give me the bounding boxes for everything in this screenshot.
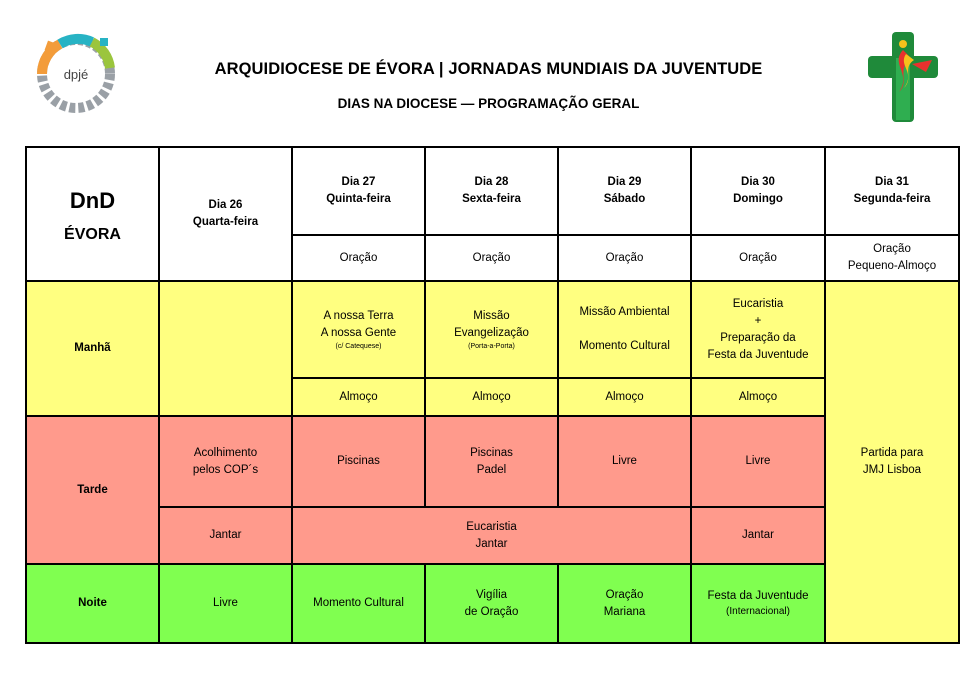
manha-29: Missão Ambiental Momento Cultural — [558, 281, 691, 378]
manha-26 — [159, 281, 292, 416]
noite-26: Livre — [159, 564, 292, 643]
oracao-27: Oração — [292, 235, 425, 281]
day-header-29: Dia 29 Sábado — [558, 147, 691, 235]
jantar-merged-27-29: Eucaristia Jantar — [292, 507, 691, 564]
tarde-26: Acolhimento pelos COP´s — [159, 416, 292, 507]
noite-30: Festa da Juventude (Internacional) — [691, 564, 825, 643]
oracao-29: Oração — [558, 235, 691, 281]
page-subtitle: DIAS NA DIOCESE — PROGRAMAÇÃO GERAL — [337, 96, 640, 111]
page-title: ARQUIDIOCESE DE ÉVORA | JORNADAS MUNDIAIS DA JUVENTUDE — [214, 60, 763, 78]
day-header-28: Dia 28 Sexta-feira — [425, 147, 558, 235]
almoco-28: Almoço — [425, 378, 558, 416]
day-header-30: Dia 30 Domingo — [691, 147, 825, 235]
manha-30: Eucaristia + Preparação da Festa da Juventude — [691, 281, 825, 378]
almoco-27: Almoço — [292, 378, 425, 416]
corner-cell — [26, 147, 159, 281]
oracao-30: Oração — [691, 235, 825, 281]
corner-evora: ÉVORA — [64, 225, 121, 243]
tarde-30: Livre — [691, 416, 825, 507]
noite-29: Oração Mariana — [558, 564, 691, 643]
tarde-28: Piscinas Padel — [425, 416, 558, 507]
schedule-table — [25, 146, 960, 644]
tarde-27: Piscinas — [292, 416, 425, 507]
period-tarde: Tarde — [26, 416, 159, 564]
oracao-28: Oração — [425, 235, 558, 281]
svg-text:dpjé: dpjé — [63, 67, 89, 82]
noite-27: Momento Cultural — [292, 564, 425, 643]
period-manha: Manhã — [26, 281, 159, 416]
tarde-29: Livre — [558, 416, 691, 507]
jantar-26: Jantar — [159, 507, 292, 564]
jantar-30: Jantar — [691, 507, 825, 564]
period-noite: Noite — [26, 564, 159, 643]
day-header-31: Dia 31 Segunda-feira — [825, 147, 959, 235]
corner-dnd: DnD — [69, 187, 116, 213]
manha-28: Missão Evangelização (Porta-a-Porta) — [425, 281, 558, 378]
manha-27: A nossa Terra A nossa Gente (c/ Catequese) — [292, 281, 425, 378]
day-header-27: Dia 27 Quinta-feira — [292, 147, 425, 235]
day-header-26: Dia 26 Quarta-feira — [159, 147, 292, 281]
oracao-31: Oração Pequeno-Almoço — [825, 235, 959, 281]
almoco-30: Almoço — [691, 378, 825, 416]
partida-31: Partida para JMJ Lisboa — [825, 281, 959, 643]
noite-28: Vigília de Oração — [425, 564, 558, 643]
almoco-29: Almoço — [558, 378, 691, 416]
